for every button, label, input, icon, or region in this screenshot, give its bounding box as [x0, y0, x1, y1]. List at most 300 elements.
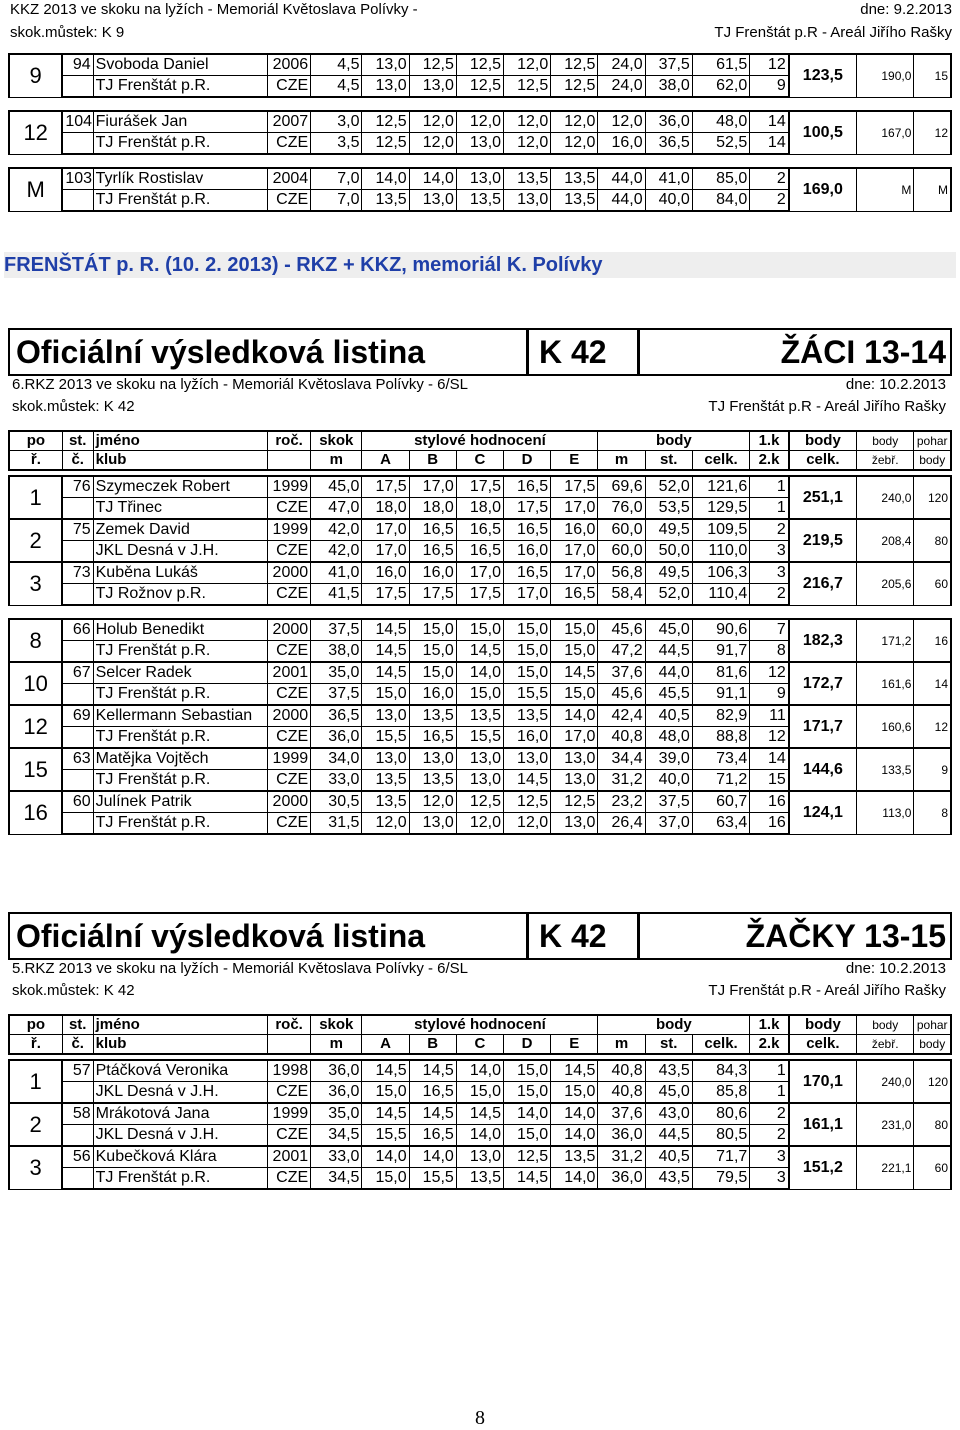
athlete-cup-points: 80	[914, 1103, 951, 1146]
round2-value: 37,0	[645, 813, 692, 835]
round2-value: 26,4	[598, 813, 645, 835]
athlete-start-number: 75	[62, 519, 93, 541]
athlete-name: Tyrlík Rostislav	[93, 168, 267, 190]
round1-value: 14,5	[551, 662, 598, 684]
col-header-number: č.	[62, 451, 93, 471]
round2-value: 129,5	[692, 498, 749, 520]
round1-value: 13,0	[551, 748, 598, 770]
athlete-ranking-points: M	[856, 168, 913, 211]
round1-value: 1	[750, 476, 789, 498]
round2-value: 33,0	[311, 770, 362, 792]
athlete-start-blank	[62, 76, 93, 98]
col-header-points: body	[598, 1015, 750, 1035]
athlete-total: 172,7	[789, 662, 857, 705]
round2-value: 16,5	[409, 541, 456, 563]
sheet-hill: K 42	[529, 914, 640, 958]
round2-value: 16,0	[598, 133, 645, 155]
round1-value: 40,5	[645, 1146, 692, 1168]
results-table-boys	[8, 430, 952, 835]
athlete-total: 100,5	[789, 111, 857, 154]
round1-value: 14,0	[551, 1103, 598, 1125]
col-header-pos: po	[9, 1015, 62, 1035]
round1-value: 40,8	[598, 1060, 645, 1082]
athlete-club: TJ Rožnov p.R.	[93, 584, 267, 606]
round1-value: 35,0	[311, 1103, 362, 1125]
athlete-name: Matějka Vojtěch	[93, 748, 267, 770]
col-header-style: stylové hodnocení	[362, 1015, 598, 1035]
round2-value: 17,0	[551, 498, 598, 520]
round1-value: 121,6	[692, 476, 749, 498]
round1-value: 36,0	[645, 111, 692, 133]
athlete-ranking-points: 113,0	[856, 791, 913, 834]
round2-value: 12,5	[362, 133, 409, 155]
col-header-round1: 1.k	[750, 1015, 789, 1035]
round2-value: 12,5	[551, 76, 598, 98]
athlete-rank: 3	[9, 562, 62, 605]
round1-value: 14,0	[409, 1146, 456, 1168]
round1-value: 90,6	[692, 619, 749, 641]
round2-value: 18,0	[362, 498, 409, 520]
athlete-club: TJ Frenštát p.R.	[93, 641, 267, 663]
round2-value: 16,5	[409, 1125, 456, 1147]
round1-value: 14,0	[409, 168, 456, 190]
round1-value: 69,6	[598, 476, 645, 498]
round2-value: 91,7	[692, 641, 749, 663]
round1-value: 13,5	[504, 705, 551, 727]
round2-value: 44,5	[645, 1125, 692, 1147]
athlete-rank: 2	[9, 519, 62, 562]
athlete-rank: 2	[9, 1103, 62, 1146]
col-header-start: st.	[62, 1015, 93, 1035]
athlete-cup-points: 120	[914, 1060, 951, 1103]
round1-value: 12	[750, 54, 789, 76]
athlete-start-blank	[62, 190, 93, 212]
round2-value: 36,5	[645, 133, 692, 155]
athlete-club: TJ Frenštát p.R.	[93, 684, 267, 706]
athlete-nation: CZE	[268, 813, 311, 835]
sheet-info-2	[12, 398, 946, 416]
round1-value: 56,8	[598, 562, 645, 584]
athlete-total: 182,3	[789, 619, 857, 662]
round1-value: 3,0	[311, 111, 362, 133]
athlete-total: 161,1	[789, 1103, 857, 1146]
fragment-hill: skok.můstek: K 9	[10, 24, 125, 41]
athlete-start-number: 73	[62, 562, 93, 584]
round1-value: 15,0	[409, 619, 456, 641]
athlete-rank: 8	[9, 619, 62, 662]
athlete-total: 151,2	[789, 1146, 857, 1189]
round2-value: 17,5	[362, 584, 409, 606]
athlete-year: 2000	[268, 619, 311, 641]
round2-value: 18,0	[409, 498, 456, 520]
athlete-ranking-points: 161,6	[856, 662, 913, 705]
athlete-start-blank	[62, 1082, 93, 1104]
athlete-club: TJ Frenštát p.R.	[93, 76, 267, 98]
round2-value: 17,0	[504, 584, 551, 606]
round1-value: 14,5	[362, 619, 409, 641]
round2-value: 9	[750, 76, 789, 98]
round1-value: 60,7	[692, 791, 749, 813]
round2-value: 13,5	[456, 1168, 503, 1190]
round2-value: 63,4	[692, 813, 749, 835]
col-header-total-2: celk.	[789, 451, 857, 471]
round1-value: 15,0	[504, 1060, 551, 1082]
col-header-judge-a: A	[362, 451, 409, 471]
col-header-distance-points: m	[598, 451, 645, 471]
athlete-cup-points: 8	[914, 791, 951, 834]
round2-value: 15,5	[362, 727, 409, 749]
round1-value: 13,0	[362, 705, 409, 727]
athlete-nation: CZE	[268, 498, 311, 520]
round1-value: 15,0	[551, 619, 598, 641]
page-heading: FRENŠTÁT p. R. (10. 2. 2013) - RKZ + KKZ, memoriál K. Polívky	[4, 252, 956, 278]
round2-value: 15,0	[504, 1082, 551, 1104]
round2-value: 17,5	[504, 498, 551, 520]
round1-value: 39,0	[645, 748, 692, 770]
col-header-judge-c: C	[456, 1035, 503, 1055]
round2-value: 34,5	[311, 1125, 362, 1147]
col-header-total: body	[789, 431, 857, 451]
round2-value: 16,5	[456, 541, 503, 563]
col-header-cup-2: body	[914, 451, 951, 471]
athlete-total: 216,7	[789, 562, 857, 605]
round2-value: 12,0	[504, 813, 551, 835]
round1-value: 37,5	[311, 619, 362, 641]
round1-value: 13,0	[409, 748, 456, 770]
col-header-start: st.	[62, 431, 93, 451]
round1-value: 13,5	[362, 791, 409, 813]
round2-value: 16,5	[409, 1082, 456, 1104]
round1-value: 16,5	[504, 562, 551, 584]
athlete-year: 2000	[268, 705, 311, 727]
round1-value: 44,0	[645, 662, 692, 684]
athlete-start-blank	[62, 133, 93, 155]
athlete-name: Holub Benedikt	[93, 619, 267, 641]
round2-value: 15,0	[551, 684, 598, 706]
athlete-total: 144,6	[789, 748, 857, 791]
round1-value: 13,5	[456, 705, 503, 727]
col-header-round-total: celk.	[692, 451, 749, 471]
sheet-info-1	[12, 376, 946, 394]
round1-value: 1	[750, 1060, 789, 1082]
round1-value: 42,0	[311, 519, 362, 541]
athlete-club: TJ Frenštát p.R.	[93, 133, 267, 155]
round2-value: 17,0	[551, 541, 598, 563]
round2-value: 17,0	[362, 541, 409, 563]
col-header-club: klub	[93, 1035, 267, 1055]
fragment-table	[8, 53, 956, 212]
col-header-judge-a: A	[362, 1035, 409, 1055]
col-header-rank: ř.	[9, 451, 62, 471]
round2-value: 110,4	[692, 584, 749, 606]
athlete-ranking-points: 240,0	[856, 476, 913, 519]
results-sheet-boys	[8, 328, 952, 831]
round1-value: 15,0	[504, 662, 551, 684]
athlete-start-blank	[62, 498, 93, 520]
athlete-cup-points: 80	[914, 519, 951, 562]
round1-value: 106,3	[692, 562, 749, 584]
round2-value: 41,5	[311, 584, 362, 606]
col-header-style: stylové hodnocení	[362, 431, 598, 451]
athlete-year: 2007	[268, 111, 311, 133]
athlete-start-number: 69	[62, 705, 93, 727]
col-header-name: jméno	[93, 1015, 267, 1035]
round2-value: 14,0	[551, 1168, 598, 1190]
round2-value: 38,0	[311, 641, 362, 663]
col-header-number: č.	[62, 1035, 93, 1055]
athlete-start-number: 104	[62, 111, 93, 133]
round2-value: 47,0	[311, 498, 362, 520]
athlete-total: 124,1	[789, 791, 857, 834]
round2-value: 12,5	[504, 76, 551, 98]
athlete-name: Kubečková Klára	[93, 1146, 267, 1168]
round2-value: 2	[750, 584, 789, 606]
round1-value: 16,5	[456, 519, 503, 541]
round1-value: 31,2	[598, 1146, 645, 1168]
col-header-round-total: celk.	[692, 1035, 749, 1055]
round1-value: 80,6	[692, 1103, 749, 1125]
round2-value: 15,0	[456, 1082, 503, 1104]
round2-value: 17,5	[456, 584, 503, 606]
round1-value: 85,0	[692, 168, 749, 190]
round1-value: 37,5	[645, 791, 692, 813]
round1-value: 17,5	[551, 476, 598, 498]
round2-value: 45,5	[645, 684, 692, 706]
round2-value: 80,5	[692, 1125, 749, 1147]
round2-value: 42,0	[311, 541, 362, 563]
athlete-start-blank	[62, 584, 93, 606]
round1-value: 49,5	[645, 562, 692, 584]
round1-value: 13,5	[504, 168, 551, 190]
round2-value: 38,0	[645, 76, 692, 98]
round1-value: 44,0	[598, 168, 645, 190]
round1-value: 14,5	[362, 662, 409, 684]
col-header-style-points: st.	[645, 451, 692, 471]
round2-value: 12,0	[409, 133, 456, 155]
col-header-meters: m	[311, 1035, 362, 1055]
round2-value: 13,0	[456, 770, 503, 792]
athlete-start-number: 103	[62, 168, 93, 190]
round2-value: 15,0	[504, 641, 551, 663]
athlete-ranking-points: 208,4	[856, 519, 913, 562]
athlete-total: 251,1	[789, 476, 857, 519]
col-header-meters: m	[311, 451, 362, 471]
round2-value: 1	[750, 498, 789, 520]
round1-value: 14	[750, 111, 789, 133]
fragment-event: KKZ 2013 ve skoku na lyžích - Memoriál Květoslava Polívky -	[10, 1, 418, 18]
round1-value: 48,0	[692, 111, 749, 133]
round2-value: 14,0	[551, 1125, 598, 1147]
sheet-title-box	[8, 912, 952, 960]
athlete-rank: 1	[9, 476, 62, 519]
athlete-year: 2001	[268, 662, 311, 684]
round1-value: 61,5	[692, 54, 749, 76]
sheet-title: Oficiální výsledková listina	[10, 330, 529, 374]
round2-value: 34,5	[311, 1168, 362, 1190]
round2-value: 47,2	[598, 641, 645, 663]
athlete-club: JKL Desná v J.H.	[93, 1125, 267, 1147]
round1-value: 16,0	[551, 519, 598, 541]
athlete-rank: 3	[9, 1146, 62, 1189]
round2-value: 16,0	[409, 684, 456, 706]
round1-value: 15,0	[504, 619, 551, 641]
round2-value: 13,5	[456, 190, 503, 212]
athlete-name: Mrákotová Jana	[93, 1103, 267, 1125]
col-header-judge-e: E	[551, 1035, 598, 1055]
athlete-club: TJ Frenštát p.R.	[93, 770, 267, 792]
athlete-club: TJ Frenštát p.R.	[93, 190, 267, 212]
athlete-club: TJ Frenštát p.R.	[93, 727, 267, 749]
round2-value: 12,0	[504, 133, 551, 155]
round1-value: 42,4	[598, 705, 645, 727]
round2-value: 31,5	[311, 813, 362, 835]
athlete-total: 170,1	[789, 1060, 857, 1103]
athlete-name: Julínek Patrik	[93, 791, 267, 813]
athlete-ranking-points: 167,0	[856, 111, 913, 154]
round1-value: 17,0	[456, 562, 503, 584]
round2-value: 13,0	[409, 813, 456, 835]
col-header-rank: ř.	[9, 1035, 62, 1055]
athlete-year: 2006	[268, 54, 311, 76]
round1-value: 12,0	[409, 111, 456, 133]
page-number: 8	[475, 1407, 485, 1429]
athlete-cup-points: 15	[914, 54, 951, 97]
round1-value: 14	[750, 748, 789, 770]
round1-value: 45,6	[598, 619, 645, 641]
round2-value: 40,8	[598, 727, 645, 749]
athlete-name: Ptáčková Veronika	[93, 1060, 267, 1082]
round2-value: 40,8	[598, 1082, 645, 1104]
round2-value: 40,0	[645, 770, 692, 792]
col-header-style-points: st.	[645, 1035, 692, 1055]
round2-value: 37,5	[311, 684, 362, 706]
round2-value: 15,0	[551, 641, 598, 663]
athlete-name: Szymeczek Robert	[93, 476, 267, 498]
round1-value: 2	[750, 168, 789, 190]
athlete-start-blank	[62, 1168, 93, 1190]
col-header-judge-d: D	[504, 451, 551, 471]
fragment-header-2	[10, 24, 952, 42]
athlete-club: TJ Frenštát p.R.	[93, 813, 267, 835]
athlete-year: 2004	[268, 168, 311, 190]
athlete-cup-points: M	[914, 168, 951, 211]
col-header-round2: 2.k	[750, 451, 789, 471]
round1-value: 109,5	[692, 519, 749, 541]
athlete-name: Kuběna Lukáš	[93, 562, 267, 584]
round2-value: 14	[750, 133, 789, 155]
round1-value: 3	[750, 562, 789, 584]
round2-value: 13,0	[551, 770, 598, 792]
round1-value: 60,0	[598, 519, 645, 541]
athlete-year: 1998	[268, 1060, 311, 1082]
round2-value: 13,0	[362, 76, 409, 98]
col-header-club: klub	[93, 451, 267, 471]
round1-value: 12,5	[456, 791, 503, 813]
round2-value: 79,5	[692, 1168, 749, 1190]
sheet-event: 6.RKZ 2013 ve skoku na lyžích - Memoriál Květoslava Polívky - 6/SL	[12, 376, 469, 393]
col-header-pos: po	[9, 431, 62, 451]
athlete-ranking-points: 205,6	[856, 562, 913, 605]
round1-value: 12,5	[409, 54, 456, 76]
round2-value: 14,5	[456, 641, 503, 663]
round1-value: 13,0	[362, 54, 409, 76]
round2-value: 24,0	[598, 76, 645, 98]
round1-value: 36,0	[311, 1060, 362, 1082]
round2-value: 15,0	[362, 684, 409, 706]
round2-value: 85,8	[692, 1082, 749, 1104]
col-header-total: body	[789, 1015, 857, 1035]
round1-value: 13,0	[362, 748, 409, 770]
athlete-cup-points: 14	[914, 662, 951, 705]
athlete-rank: 16	[9, 791, 62, 834]
sheet-info-1	[12, 960, 946, 978]
round1-value: 14,5	[409, 1103, 456, 1125]
round2-value: 14,5	[504, 770, 551, 792]
round1-value: 12,5	[504, 791, 551, 813]
col-header-ranking-2: žebř.	[856, 451, 913, 471]
round2-value: 44,5	[645, 641, 692, 663]
round1-value: 49,5	[645, 519, 692, 541]
athlete-nation: CZE	[268, 1125, 311, 1147]
round2-value: 50,0	[645, 541, 692, 563]
athlete-nation: CZE	[268, 1168, 311, 1190]
round2-value: 4,5	[311, 76, 362, 98]
round1-value: 14,0	[362, 1146, 409, 1168]
round1-value: 13,5	[551, 168, 598, 190]
round1-value: 82,9	[692, 705, 749, 727]
round1-value: 16	[750, 791, 789, 813]
round2-value: 15,0	[551, 1082, 598, 1104]
round1-value: 37,6	[598, 1103, 645, 1125]
athlete-start-number: 67	[62, 662, 93, 684]
col-header-judge-d: D	[504, 1035, 551, 1055]
round2-value: 12,5	[456, 76, 503, 98]
athlete-ranking-points: 190,0	[856, 54, 913, 97]
athlete-total: 169,0	[789, 168, 857, 211]
results-sheet-girls	[8, 912, 952, 1186]
athlete-start-blank	[62, 770, 93, 792]
round2-value: 44,0	[598, 190, 645, 212]
sheet-category: ŽÁCI 13-14	[780, 334, 946, 370]
round1-value: 13,5	[551, 1146, 598, 1168]
athlete-ranking-points: 133,5	[856, 748, 913, 791]
round2-value: 13,0	[409, 76, 456, 98]
round2-value: 15,0	[504, 1125, 551, 1147]
round2-value: 43,5	[645, 1168, 692, 1190]
athlete-year: 1999	[268, 519, 311, 541]
round2-value: 8	[750, 641, 789, 663]
round2-value: 9	[750, 684, 789, 706]
round2-value: 13,5	[409, 770, 456, 792]
athlete-year: 1999	[268, 748, 311, 770]
round1-value: 4,5	[311, 54, 362, 76]
round1-value: 36,5	[311, 705, 362, 727]
sheet-event: 5.RKZ 2013 ve skoku na lyžích - Memoriál Květoslava Polívky - 6/SL	[12, 960, 469, 977]
round1-value: 12,5	[456, 54, 503, 76]
athlete-cup-points: 12	[914, 705, 951, 748]
col-header-judge-c: C	[456, 451, 503, 471]
round1-value: 14,5	[362, 1060, 409, 1082]
round1-value: 14,5	[362, 1103, 409, 1125]
round1-value: 2	[750, 1103, 789, 1125]
round2-value: 12,0	[551, 133, 598, 155]
athlete-cup-points: 9	[914, 748, 951, 791]
round2-value: 48,0	[645, 727, 692, 749]
round1-value: 14,0	[456, 1060, 503, 1082]
round2-value: 14,5	[362, 641, 409, 663]
col-header-round1: 1.k	[750, 431, 789, 451]
round1-value: 12,5	[504, 1146, 551, 1168]
